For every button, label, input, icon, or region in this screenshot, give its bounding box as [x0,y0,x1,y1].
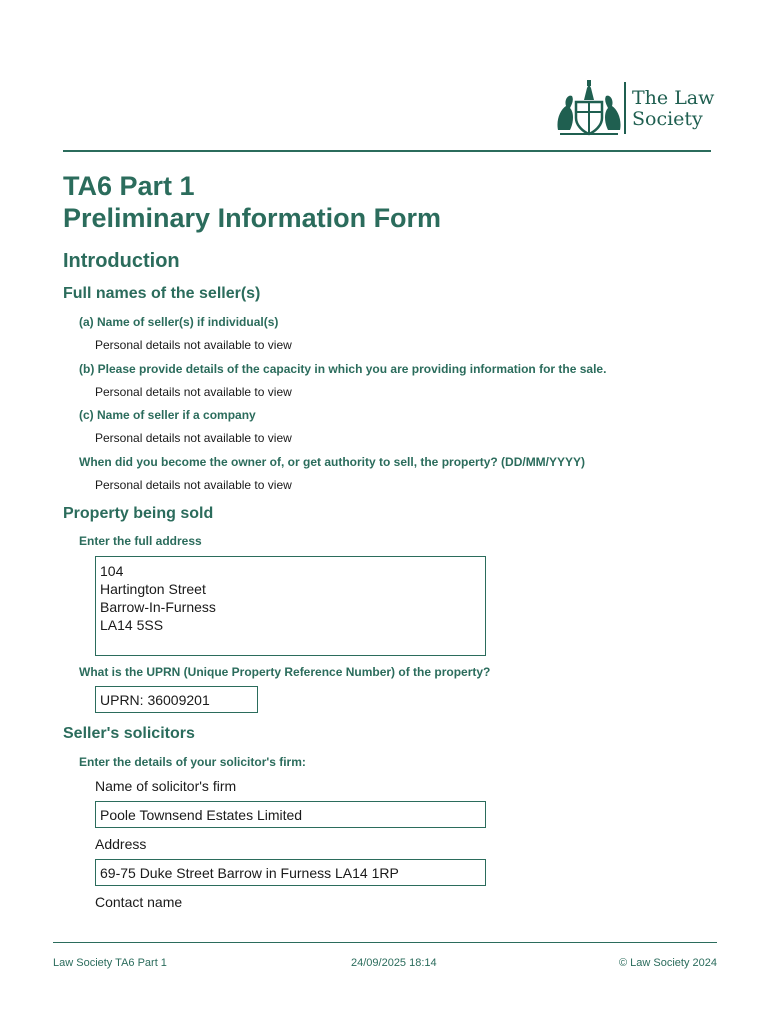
section-introduction-heading: Introduction [63,250,180,272]
question-ownership-date: When did you become the owner of, or get authority to sell, the property? (DD/MM/YYYY) [79,455,586,469]
footer-copyright: © Law Society 2024 [619,957,717,969]
logo-line-1: The Law [632,87,715,109]
uprn-label: What is the UPRN (Unique Property Reference Number) of the property? [79,665,491,679]
address-line: 104 [100,563,124,579]
question-seller-capacity: (b) Please provide details of the capacity in which you are providing information for the sale. [79,362,607,376]
address-line: Barrow-In-Furness [100,599,216,615]
title-line-2: Preliminary Information Form [63,203,442,233]
contact-name-label: Contact name [95,894,183,910]
title-line-1: TA6 Part 1 [63,171,195,201]
answer-seller-company: Personal details not available to view [95,431,292,445]
question-seller-company: (c) Name of seller if a company [79,408,256,422]
firm-name-value: Poole Townsend Estates Limited [100,807,303,823]
logo-divider [624,82,626,134]
coat-of-arms-icon [554,80,624,138]
solicitors-intro: Enter the details of your solicitor's firm: [79,755,306,769]
firm-address-label: Address [95,836,147,852]
solicitors-heading: Seller's solicitors [63,725,195,742]
logo-line-2: Society [632,108,703,130]
footer-divider [53,942,717,943]
answer-ownership-date: Personal details not available to view [95,478,292,492]
sellers-heading: Full names of the seller(s) [63,285,261,302]
firm-name-field[interactable] [95,801,486,828]
address-line: Hartington Street [100,581,206,597]
firm-name-label: Name of solicitor's firm [95,778,237,794]
page-title [63,170,441,234]
property-address-label: Enter the full address [79,534,202,548]
firm-address-value: 69-75 Duke Street Barrow in Furness LA14 1RP [100,865,399,881]
firm-address-field[interactable] [95,859,486,886]
answer-seller-capacity: Personal details not available to view [95,385,292,399]
header-divider [63,150,711,152]
question-seller-individual: (a) Name of seller(s) if individual(s) [79,315,279,329]
logo-wordmark [632,88,714,130]
address-line: LA14 5SS [100,617,164,633]
property-heading: Property being sold [63,505,214,522]
footer-timestamp: 24/09/2025 18:14 [351,957,437,969]
uprn-field[interactable] [95,686,258,713]
property-address-field[interactable] [95,556,486,656]
answer-seller-individual: Personal details not available to view [95,338,292,352]
uprn-value: UPRN: 36009201 [100,692,210,708]
footer-document-name: Law Society TA6 Part 1 [53,957,167,969]
